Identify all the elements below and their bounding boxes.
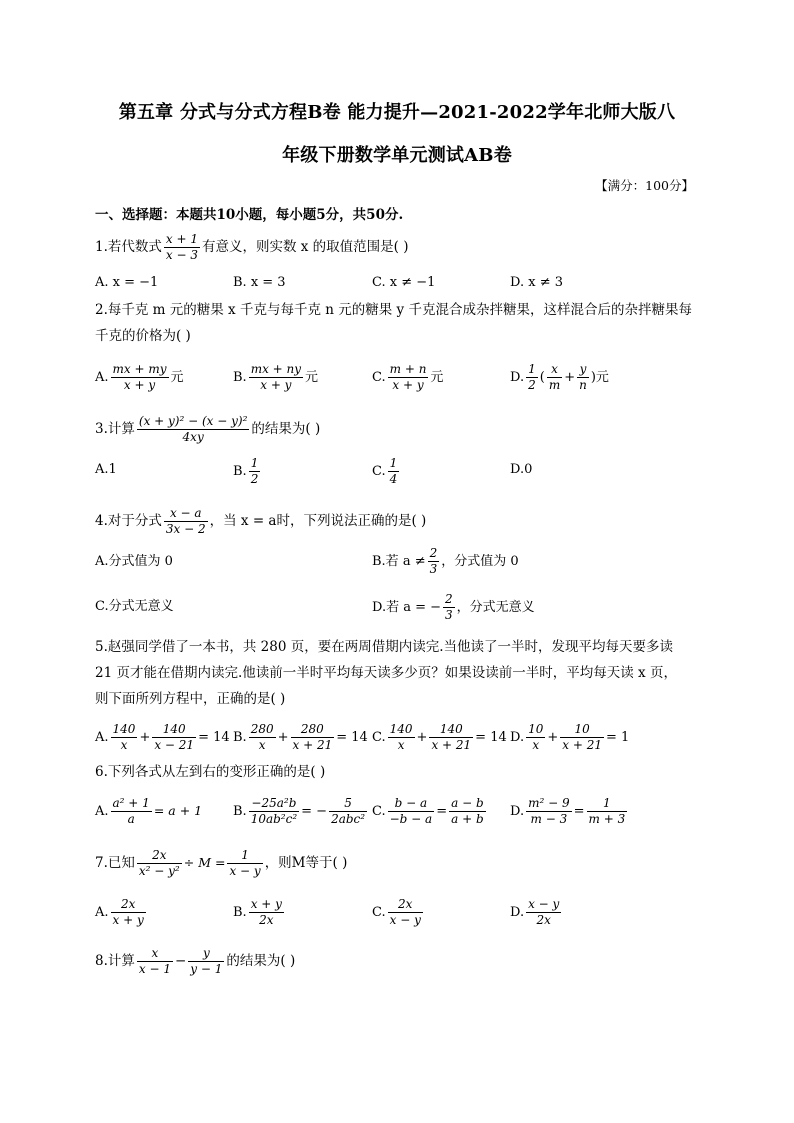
q7-option-b: B. $\frac{x + y}{2x}$ — [233, 897, 282, 927]
q2-option-d: D. $\frac{1}{2}$ ( $\frac{x}{m}$ + $\frac{y}{n}$ )元 — [510, 362, 609, 392]
question-2-line-1: 2.每千克 m 元的糖果 x 千克与每千克 n 元的糖果 y 千克混合成杂拌糖果，这样混合后的杂拌糖果每 — [95, 302, 692, 318]
q1-option-d: D. x ≠ 3 — [510, 275, 563, 290]
question-8: 8.计算 $\frac{x}{x - 1}$ − $\frac{y}{y - 1}$ 的结果为( ) — [95, 946, 296, 976]
q4-fraction: $\frac{x - a}{3x - 2}$ — [165, 506, 206, 536]
title-line-1: 第五章 分式与分式方程B卷 能力提升—2021-2022学年北师大版八 — [118, 102, 676, 123]
question-5-line-3: 则下面所列方程中，正确的是( ) — [95, 691, 286, 707]
question-1 — [95, 232, 409, 263]
q3-option-c: C. $\frac{1}{4}$ — [372, 456, 398, 486]
q5-option-d: D. $\frac{10}{x}$ + $\frac{10}{x + 21}$ = 1 — [510, 722, 630, 752]
question-3: 3.计算 $\frac{\text{(x + y)² − (x − y)²}}{4xy}$ 的结果为( ) — [95, 414, 321, 444]
question-5-line-2: 21 页才能在借期内读完.他读前一半时平均每天读多少页？如果设读前一半时，平均每天读 x 页， — [95, 665, 677, 681]
title-line-2: 年级下册数学单元测试AB卷 — [282, 145, 512, 166]
q1-option-c: C. x ≠ −1 — [372, 275, 436, 290]
question-4: 4.对于分式 $\frac{x - a}{3x - 2}$ ，当 x = a时，下列说法正确的是( ) — [95, 506, 427, 536]
q1-prefix: 1.若代数式 — [95, 239, 162, 255]
question-7: 7.已知 $\frac{2x}{\text{x² − y²}}$ ÷ M = $\frac{1}{x - y}$ ，则M等于( ) — [95, 848, 348, 878]
q5-option-c: C. $\frac{140}{x}$ + $\frac{140}{x + 21}$ = 14 — [372, 722, 507, 752]
section-heading: 一、选择题：本题共10小题，每小题5分，共50分. — [95, 207, 404, 223]
q1-option-a: A. x = −1 — [95, 275, 159, 290]
q6-option-d: D. $\frac{\text{m² − 9}}{m - 3}$ = $\frac{1}{m + 3}$ — [510, 796, 626, 826]
q6-option-c: C. $\frac{b - a}{-b - a}$ = $\frac{a - b}{a + b}$ — [372, 796, 484, 826]
q4-option-b: B.若 a ≠ $\frac{2}{3}$ ，分式值为 0 — [372, 546, 519, 576]
full-score-label: 【满分：100分】 — [595, 178, 694, 193]
q7-option-a: A. $\frac{2x}{x + y}$ — [95, 897, 144, 927]
q3-option-d: D.0 — [510, 462, 533, 477]
q7-option-d: D. $\frac{x - y}{2x}$ — [510, 897, 560, 927]
q1-option-b: B. x = 3 — [233, 275, 286, 290]
q3-option-a: A.1 — [95, 462, 117, 477]
q7-option-c: C. $\frac{2x}{x - y}$ — [372, 897, 421, 927]
q2-option-b: B. $\frac{mx + ny}{x + y}$ 元 — [233, 362, 319, 392]
q6-option-b: B. $\frac{\text{−25a²b}}{\text{10ab²c²}}$ = − $\frac{5}{\text{2abc²}}$ — [233, 796, 366, 826]
q1-suffix: 有意义，则实数 x 的取值范围是( ) — [201, 239, 409, 255]
q4-option-c: C.分式无意义 — [95, 599, 174, 614]
q1-fraction: $\frac{x + 1}{x - 3}$ — [165, 232, 198, 262]
q4-option-d: D.若 a = − $\frac{2}{3}$ ，分式无意义 — [372, 592, 535, 622]
q2-option-c: C. $\frac{m + n}{x + y}$ 元 — [372, 362, 444, 392]
q2-option-a: A. $\frac{mx + my}{x + y}$ 元 — [95, 362, 184, 392]
q4-option-a: A.分式值为 0 — [95, 554, 173, 569]
q3-fraction: $\frac{\text{(x + y)² − (x − y)²}}{4xy}$ — [138, 414, 248, 444]
q3-option-b: B. $\frac{1}{2}$ — [233, 456, 259, 486]
q5-option-a: A. $\frac{140}{x}$ + $\frac{140}{x - 21}$ = 14 — [95, 722, 230, 752]
q5-option-b: B. $\frac{280}{x}$ + $\frac{280}{x + 21}$ = 14 — [233, 722, 368, 752]
q6-option-a: A. $\frac{\text{a² + 1}}{a}$ = a + 1 — [95, 796, 203, 826]
question-5-line-1: 5.赵强同学借了一本书，共 280 页，要在两周借期内读完.当他读了一半时，发现平均每天要多读 — [95, 639, 674, 655]
question-2-line-2: 千克的价格为( ) — [95, 328, 191, 344]
question-6: 6.下列各式从左到右的变形正确的是( ) — [95, 764, 326, 780]
